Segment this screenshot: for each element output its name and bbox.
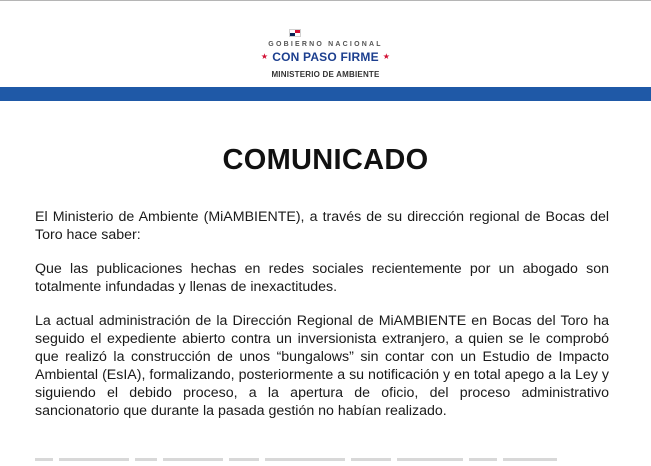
logo-government-line: GOBIERNO NACIONAL — [268, 41, 383, 48]
star-icon: ★ — [382, 52, 391, 61]
paragraph: El Ministerio de Ambiente (MiAMBIENTE), a través de su dirección regional de Bocas del Toro hace saber: — [35, 209, 609, 243]
document-body — [35, 208, 609, 436]
logo-slogan — [0, 50, 651, 64]
document-title: COMUNICADO — [222, 144, 429, 176]
star-icon: ★ — [260, 52, 269, 61]
logo-slogan-text: CON PASO FIRME — [272, 50, 379, 64]
top-rule — [0, 0, 651, 1]
header-blue-band — [0, 87, 651, 101]
paragraph: Que las publicaciones hechas en redes sociales recientemente por un abogado son totalmente infundadas y llenas de inexactitudes. — [35, 261, 609, 295]
paragraph: La actual administración de la Dirección Regional de MiAMBIENTE en Bocas del Toro ha seguido el expediente abierto contra un inversionista extranjero, a quien se le comprobó que realizó la construcción de unos “bungalows” sin contar con un Estudio de Impacto Ambiental (EsIA), formalizando, posteriormente a su notificación y en total apego a la Ley y siguiendo el debido proceso, a la apertura de oficio, del proceso administrativo sancionatorio que durante la pasada gestión no habían realizado. — [35, 313, 609, 419]
panama-flag-icon — [289, 29, 301, 37]
logo-ministry-line: MINISTERIO DE AMBIENTE — [271, 70, 380, 79]
letterhead — [0, 22, 651, 82]
cut-off-text-line — [35, 458, 609, 466]
